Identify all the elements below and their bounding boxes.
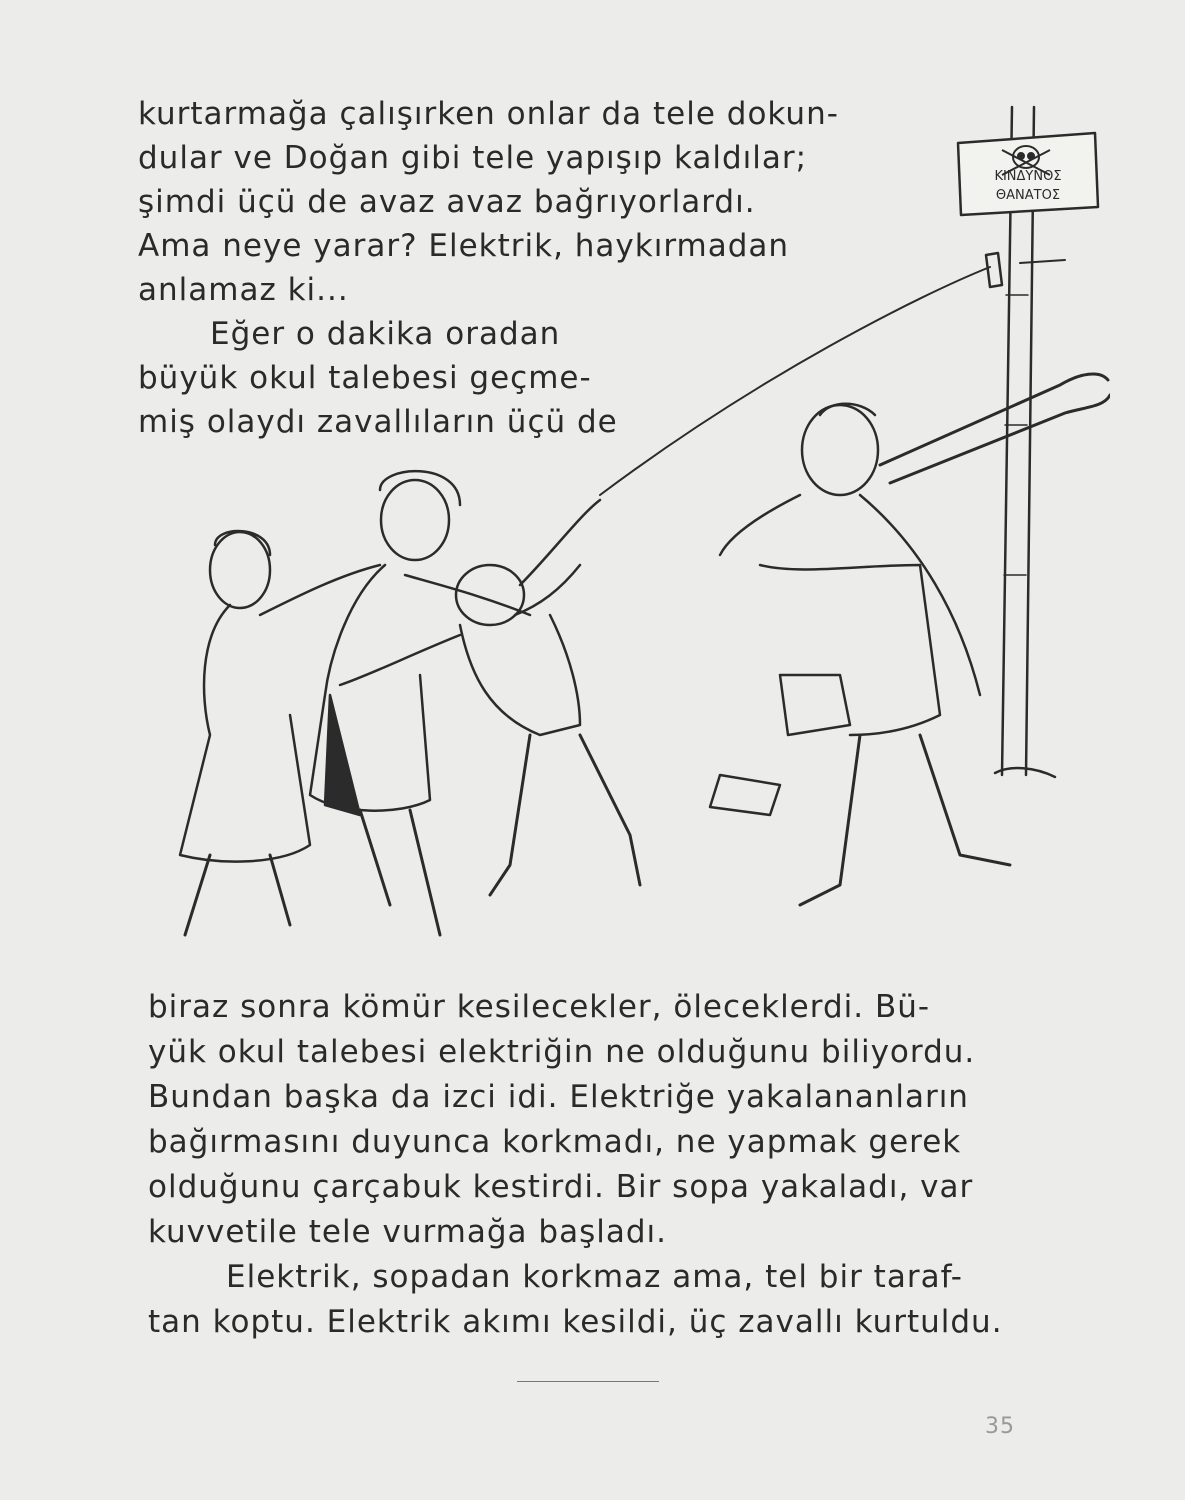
text-line: Bundan başka da izci idi. Elektriğe yakalananların [148, 1079, 969, 1115]
text-line: miş olaydı zavallıların üçü de [138, 404, 618, 440]
text-line: olduğunu çarçabuk kestirdi. Bir sopa yakaladı, var [148, 1169, 974, 1205]
page-number: 35 [985, 1414, 1015, 1439]
text-line: bağırmasını duyunca korkmadı, ne yapmak gerek [148, 1124, 962, 1160]
text-line: tan koptu. Elektrik akımı kesildi, üç zavallı kurtuldu. [148, 1304, 1003, 1340]
wire [600, 253, 1065, 495]
sign-text-line1: ΚΙΝΔΥΝΟΣ [994, 169, 1062, 184]
illustration [160, 95, 1110, 955]
text-line: biraz sonra kömür kesilecekler, öleceklerdi. Bü- [148, 989, 931, 1025]
fallen-book [710, 775, 780, 815]
divider-rule [517, 1381, 659, 1382]
text-line: kuvvetile tele vurmağa başladı. [148, 1214, 667, 1250]
man-with-stick [720, 374, 1110, 905]
text-line: şimdi üçü de avaz avaz bağrıyorlardı. [138, 184, 756, 220]
boy [340, 500, 640, 895]
text-line: anlamaz ki... [138, 272, 349, 308]
illustration-drawing [160, 95, 1110, 955]
text-line: Elektrik, sopadan korkmaz ama, tel bir taraf- [226, 1259, 963, 1295]
paragraph-bottom [148, 985, 1028, 1345]
text-line: Eğer o dakika oradan [210, 316, 561, 352]
woman-crying [180, 531, 380, 935]
text-line: dular ve Doğan gibi tele yapışıp kaldılar; [138, 140, 808, 176]
text-line: Ama neye yarar? Elektrik, haykırmadan [138, 228, 790, 264]
woman-apron [310, 471, 530, 935]
sign-text-line2: ΘΑΝΑΤΟΣ [995, 188, 1061, 203]
text-line: yük okul talebesi elektriğin ne olduğunu biliyordu. [148, 1034, 976, 1070]
text-line: kurtarmağa çalışırken onlar da tele dokun- [138, 96, 839, 132]
text-line: büyük okul talebesi geçme- [138, 360, 592, 396]
